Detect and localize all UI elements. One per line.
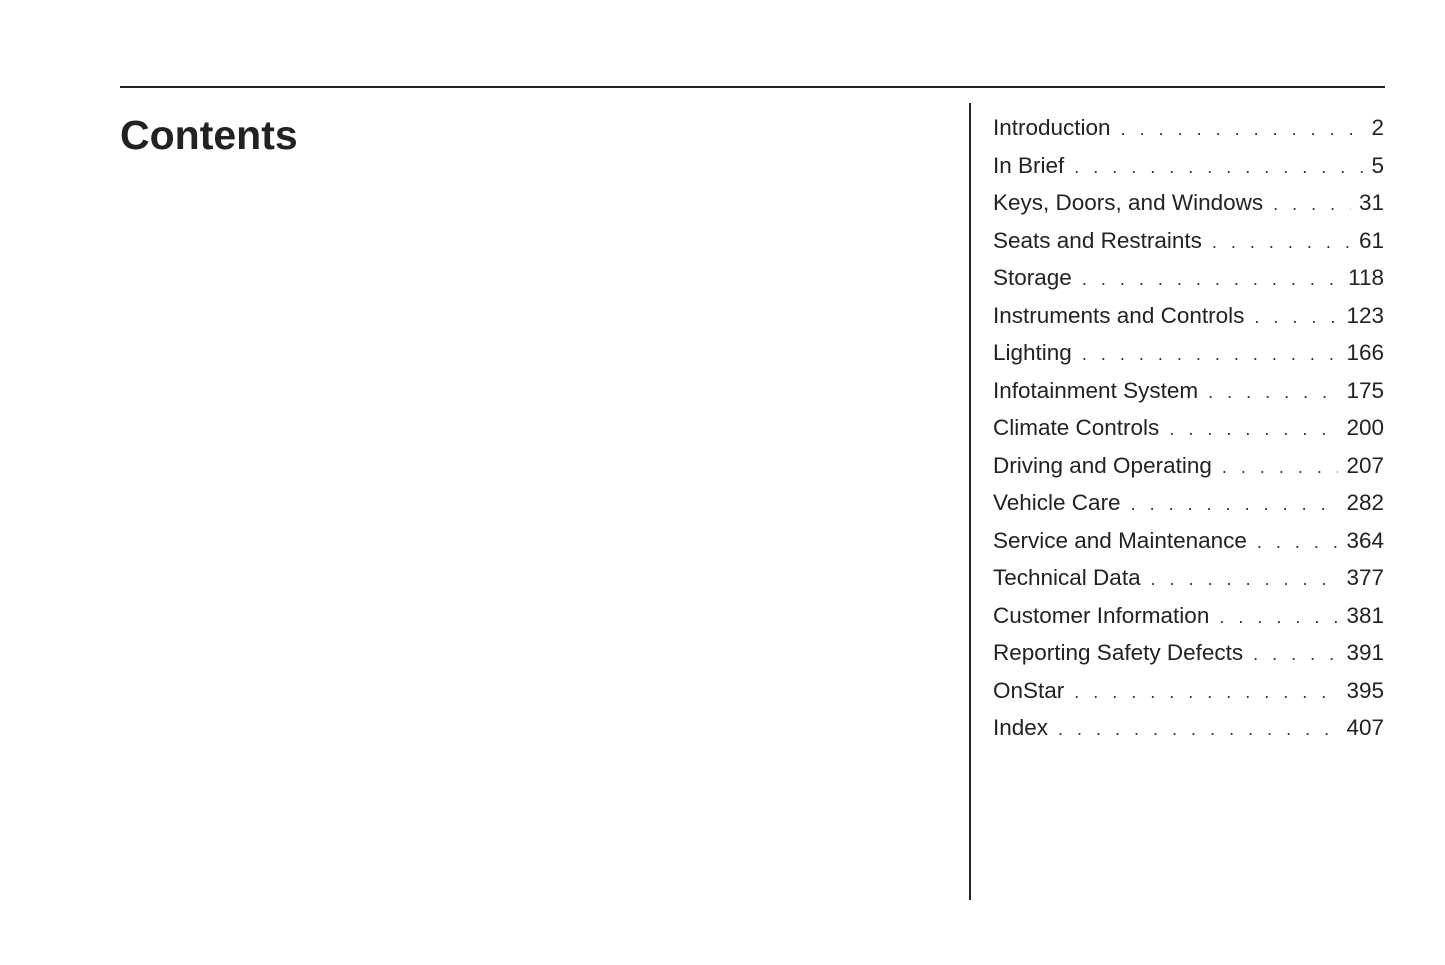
toc-item[interactable] xyxy=(993,597,1384,635)
toc-dot-leader xyxy=(1169,411,1338,449)
toc-item[interactable] xyxy=(993,709,1384,747)
toc-dot-leader xyxy=(1257,524,1339,562)
toc-item[interactable] xyxy=(993,559,1384,597)
toc-item[interactable] xyxy=(993,184,1384,222)
toc-dot-leader xyxy=(1219,599,1338,637)
toc-item-label: Technical Data xyxy=(993,565,1141,590)
toc-dot-leader xyxy=(1253,636,1338,674)
toc-item-label: Keys, Doors, and Windows xyxy=(993,190,1264,215)
column-divider xyxy=(969,103,971,900)
toc-item[interactable] xyxy=(993,634,1384,672)
toc-item-page-number: 123 xyxy=(1346,302,1384,328)
toc-item-label: Seats and Restraints xyxy=(993,227,1202,253)
toc-item[interactable] xyxy=(993,297,1384,335)
toc-item-page-number: 118 xyxy=(1348,265,1384,290)
toc-dot-leader xyxy=(1082,336,1339,374)
toc-item[interactable] xyxy=(993,522,1384,560)
toc-item-label: Vehicle Care xyxy=(993,490,1121,515)
toc-dot-leader xyxy=(1254,299,1338,337)
toc-item[interactable] xyxy=(993,334,1384,372)
toc-dot-leader xyxy=(1058,711,1338,749)
toc-item-label: Infotainment System xyxy=(993,377,1199,403)
toc-item-label: Storage xyxy=(993,265,1072,290)
top-rule xyxy=(120,86,1385,88)
toc-item-label: Service and Maintenance xyxy=(993,527,1247,553)
toc-dot-leader xyxy=(1074,674,1338,712)
toc-item-label: OnStar xyxy=(993,677,1065,703)
toc-item-page-number: 207 xyxy=(1346,452,1384,478)
toc-item-label: Introduction xyxy=(993,115,1111,140)
toc-item-page-number: 395 xyxy=(1346,677,1384,703)
toc-item-label: Index xyxy=(993,715,1049,740)
toc-item-page-number: 407 xyxy=(1346,715,1384,740)
toc-item[interactable] xyxy=(993,672,1384,710)
toc-item[interactable] xyxy=(993,484,1384,522)
toc-dot-leader xyxy=(1082,261,1340,299)
toc-item-page-number: 377 xyxy=(1346,565,1384,590)
toc-item-label: Driving and Operating xyxy=(993,452,1212,478)
toc-item-page-number: 391 xyxy=(1346,640,1384,665)
page-title: Contents xyxy=(120,112,298,158)
toc-item-page-number: 200 xyxy=(1346,415,1384,440)
toc-item-label: Climate Controls xyxy=(993,415,1160,440)
toc-dot-leader xyxy=(1222,449,1339,487)
toc-item[interactable] xyxy=(993,447,1384,485)
toc-item-label: Reporting Safety Defects xyxy=(993,640,1244,665)
table-of-contents xyxy=(993,109,1384,747)
toc-item-page-number: 166 xyxy=(1346,340,1384,365)
toc-item[interactable] xyxy=(993,147,1384,185)
toc-item-label: In Brief xyxy=(993,152,1065,178)
toc-item-page-number: 61 xyxy=(1358,227,1384,253)
toc-item-label: Customer Information xyxy=(993,602,1210,628)
toc-dot-leader xyxy=(1212,224,1351,262)
toc-item[interactable] xyxy=(993,259,1384,297)
toc-item-page-number: 282 xyxy=(1346,490,1384,515)
toc-dot-leader xyxy=(1208,374,1338,412)
toc-item[interactable] xyxy=(993,109,1384,147)
toc-item-page-number: 5 xyxy=(1371,152,1384,178)
toc-item-page-number: 31 xyxy=(1358,190,1384,215)
toc-item-page-number: 381 xyxy=(1346,602,1384,628)
toc-item[interactable] xyxy=(993,222,1384,260)
toc-item-label: Lighting xyxy=(993,340,1072,365)
toc-dot-leader xyxy=(1151,561,1339,599)
toc-dot-leader xyxy=(1121,111,1364,149)
toc-item[interactable] xyxy=(993,409,1384,447)
toc-dot-leader xyxy=(1074,149,1363,187)
toc-item-page-number: 2 xyxy=(1371,115,1384,140)
toc-dot-leader xyxy=(1273,186,1351,224)
toc-item[interactable] xyxy=(993,372,1384,410)
toc-dot-leader xyxy=(1131,486,1339,524)
toc-item-page-number: 175 xyxy=(1346,377,1384,403)
toc-item-label: Instruments and Controls xyxy=(993,302,1245,328)
toc-item-page-number: 364 xyxy=(1346,527,1384,553)
